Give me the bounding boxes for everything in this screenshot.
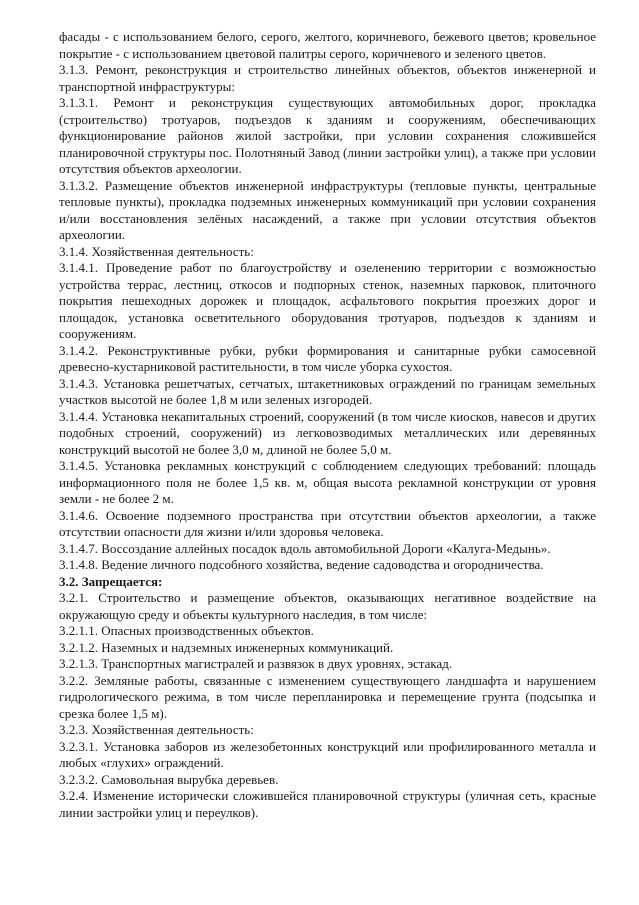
- paragraph-3-2-2: 3.2.2. Земляные работы, связанные с изменением существующего ландшафта и нарушением гидрологического режима, в том числе перепланировка и перемещение грунта (подсыпка и срезка более 1,5 м).: [59, 672, 596, 721]
- paragraph-3-1-3: 3.1.3. Ремонт, реконструкция и строительство линейных объектов, объектов инженерной и транспортной инфраструктуры:: [59, 62, 596, 94]
- paragraph-3-2-3-1: 3.2.3.1. Установка заборов из железобетонных конструкций или профилированного металла и любых «глухих» ограждений.: [59, 738, 596, 770]
- paragraph-3-1-4-1: 3.1.4.1. Проведение работ по благоустройству и озеленению территории с возможностью устройства террас, лестниц, откосов и подпорных стенок, наземных парковок, плиточного покрытия пешеходных дорожек и площадок, асфальтового покрытия проезжих дорог и площадок, установка осветительного оборудования тротуаров, подъездов к зданиям и сооружениям.: [59, 260, 596, 341]
- paragraph-3-2-1-3: 3.2.1.3. Транспортных магистралей и развязок в двух уровнях, эстакад.: [59, 656, 453, 671]
- paragraph-3-2-3-2: 3.2.3.2. Самовольная вырубка деревьев.: [59, 771, 279, 787]
- paragraph-3-1-4-6: 3.1.4.6. Освоение подземного пространства при отсутствии объектов археологии, а также отсутствии опасности для жизни и/или здоровья человека.: [59, 507, 596, 539]
- document-body: [59, 29, 596, 821]
- paragraph-3-1-4-5: 3.1.4.5. Установка рекламных конструкций с соблюдением следующих требований: площадь информационного поля не более 1,5 кв. м, общая высота рекламной конструкции от уровня земли - не более 2 м.: [59, 458, 596, 506]
- paragraph-3-2-4: 3.2.4. Изменение исторически сложившейся планировочной структуры (уличная сеть, красные линии застройки улиц и переулков).: [59, 788, 596, 820]
- paragraph-3-1-4-7: 3.1.4.7. Воссоздание аллейных посадок вдоль автомобильной Дороги «Калуга-Медынь».: [59, 540, 551, 556]
- paragraph-3-2-1-2: 3.2.1.2. Наземных и надземных инженерных коммуникаций.: [59, 639, 394, 655]
- paragraph-3-2-3: 3.2.3. Хозяйственная деятельность:: [59, 722, 254, 737]
- paragraph-3-1-4-2: 3.1.4.2. Реконструктивные рубки, рубки формирования и санитарные рубки самосевной древесно-кустарниковой растительности, в том числе уборка сухостоя.: [59, 342, 596, 374]
- paragraph-3-1-4: 3.1.4. Хозяйственная деятельность:: [59, 243, 254, 259]
- paragraph-3-1-4-8: 3.1.4.8. Ведение личного подсобного хозяйства, ведение садоводства и огородничества.: [59, 557, 544, 572]
- section-heading-3-2: 3.2. Запрещается:: [59, 573, 163, 589]
- paragraph-facades: фасады - с использованием белого, серого, желтого, коричневого, бежевого цветов; кровельное покрытие - с использованием цветовой палитры серого, коричневого и зеленого цветов.: [59, 29, 596, 61]
- paragraph-3-1-3-2: 3.1.3.2. Размещение объектов инженерной инфраструктуры (тепловые пункты, центральные тепловые пункты), прокладка подземных инженерных коммуникаций при условии сохранения и/или восстановления зелёных насаждений, а также при условии отсутствия объектов археологии.: [59, 177, 596, 242]
- paragraph-3-1-4-4: 3.1.4.4. Установка некапитальных строений, сооружений (в том числе киосков, навесов и других подобных строений, сооружений) из легковозводимых металлических или деревянных конструкций высотой не более 3,0 м, длиной не более 5,0 м.: [59, 408, 596, 457]
- paragraph-3-2-1: 3.2.1. Строительство и размещение объектов, оказывающих негативное воздействие на окружающую среду и объекты культурного наследия, в том числе:: [59, 590, 596, 622]
- paragraph-3-1-4-3: 3.1.4.3. Установка решетчатых, сетчатых, штакетниковых ограждений по границам земельных участков высотой не более 1,8 м или зеленых изгородей.: [59, 375, 596, 407]
- paragraph-3-1-3-1: 3.1.3.1. Ремонт и реконструкция существующих автомобильных дорог, прокладка (строительство) тротуаров, подъездов к зданиям и сооружениям, обеспечивающих функционирование районов жилой застройки, при условии сохранения сложившейся планировочной структуры пос. Полотняный Завод (линии застройки улиц), а также при условии отсутствия объектов археологии.: [59, 95, 596, 176]
- paragraph-3-2-1-1: 3.2.1.1. Опасных производственных объектов.: [59, 623, 314, 638]
